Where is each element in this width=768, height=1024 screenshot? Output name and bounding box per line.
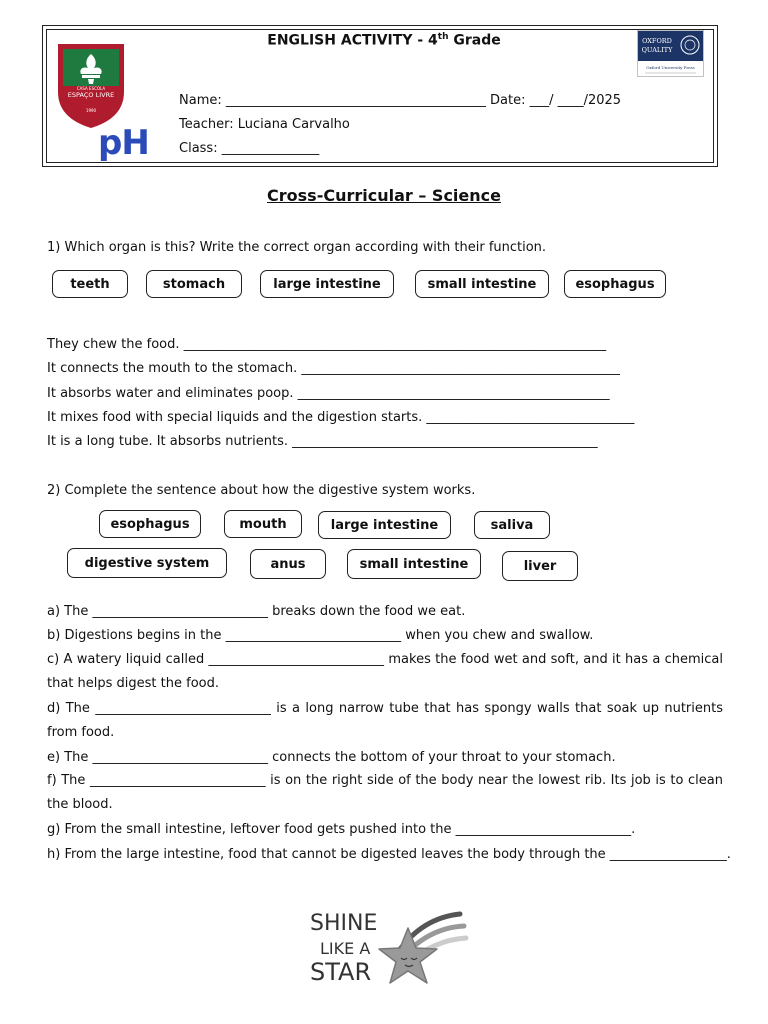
- q1-line-3[interactable]: It absorbs water and eliminates poop. ________________________________________________: [47, 386, 610, 401]
- activity-title-main: ENGLISH ACTIVITY - 4: [267, 32, 438, 49]
- class-line[interactable]: Class: _______________: [179, 141, 320, 156]
- q2-word-small-intestine: small intestine: [347, 549, 481, 579]
- q2-word-liver: liver: [502, 551, 578, 581]
- q1-word-large-intestine: large intestine: [260, 270, 394, 298]
- q2-item-a[interactable]: a) The ___________________________ breaks down the food we eat.: [47, 604, 466, 619]
- q2-prompt: 2) Complete the sentence about how the digestive system works.: [47, 483, 476, 498]
- q1-line-1[interactable]: They chew the food. _________________________________________________________________: [47, 337, 607, 352]
- q2-word-large-intestine: large intestine: [318, 511, 451, 539]
- teacher-line: Teacher: Luciana Carvalho: [179, 117, 350, 132]
- q2-word-mouth: mouth: [224, 510, 302, 538]
- oxford-line-1: OXFORD: [642, 37, 672, 45]
- school-logo-small: CASA ESCOLA: [76, 86, 106, 91]
- section-title: Cross-Curricular – Science: [267, 186, 501, 205]
- name-date-line[interactable]: Name: ________________________________________ Date: ___/ ____/2025: [179, 93, 622, 108]
- q1-word-stomach: stomach: [146, 270, 242, 298]
- star-text: STAR: [310, 958, 372, 986]
- q2-word-anus: anus: [250, 549, 326, 579]
- q2-item-e[interactable]: e) The ___________________________ connects the bottom of your throat to your stomach.: [47, 750, 616, 765]
- q2-word-digestive-system: digestive system: [67, 548, 227, 578]
- q1-line-5[interactable]: It is a long tube. It absorbs nutrients. _______________________________________________: [47, 434, 598, 449]
- ph-logo: pH: [98, 123, 149, 163]
- q1-word-small-intestine: small intestine: [415, 270, 549, 298]
- like-a-text: LIKE A: [320, 939, 371, 958]
- q1-word-esophagus: esophagus: [564, 270, 666, 298]
- school-crest-logo: [52, 40, 130, 130]
- oxford-line-2: QUALITY: [641, 46, 673, 54]
- activity-title: [0, 32, 768, 49]
- shine-like-a-star-illustration: [300, 900, 470, 1000]
- q2-item-f[interactable]: f) The ___________________________ is on the right side of the body near the lowest rib. Its job is to clean the blood.: [47, 773, 723, 812]
- q1-prompt: 1) Which organ is this? Write the correct organ according with their function.: [47, 240, 547, 255]
- q2-word-saliva: saliva: [474, 511, 550, 539]
- q1-word-teeth: teeth: [52, 270, 128, 298]
- q2-item-g[interactable]: g) From the small intestine, leftover food gets pushed into the ___________________________.: [47, 822, 636, 837]
- q2-item-b[interactable]: b) Digestions begins in the ___________________________ when you chew and swallow.: [47, 628, 594, 643]
- oxford-press-text: Oxford University Press: [646, 65, 695, 70]
- q2-item-c[interactable]: c) A watery liquid called ___________________________ makes the food wet and soft, and it has a chemical that helps digest the food.: [47, 652, 723, 691]
- activity-title-end: Grade: [448, 32, 501, 49]
- school-logo-year: 1990: [85, 108, 97, 113]
- q2-item-h[interactable]: h) From the large intestine, food that cannot be digested leaves the body through the __________________.: [47, 847, 731, 862]
- q2-item-d[interactable]: d) The ___________________________ is a long narrow tube that has spongy walls that soak up nutrients from food.: [47, 701, 723, 740]
- q2-word-esophagus: esophagus: [99, 510, 201, 538]
- shine-text: SHINE: [310, 911, 378, 936]
- activity-title-sup: th: [437, 32, 449, 42]
- q1-line-4[interactable]: It mixes food with special liquids and the digestion starts. ________________________________: [47, 410, 635, 425]
- q1-line-2[interactable]: It connects the mouth to the stomach. _________________________________________________: [47, 361, 620, 376]
- school-logo-name: ESPAÇO LIVRE: [67, 91, 115, 99]
